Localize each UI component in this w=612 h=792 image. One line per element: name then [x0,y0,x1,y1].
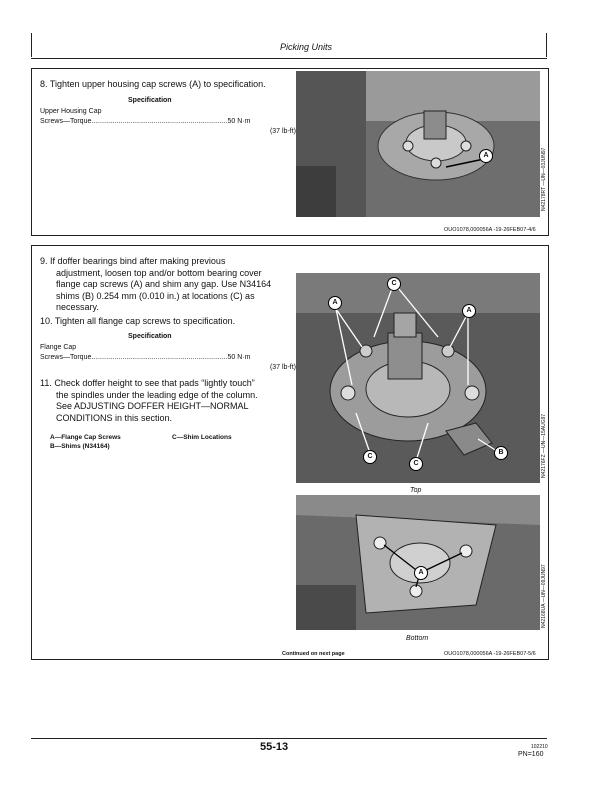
step-11-line-4: CONDITIONS in this section. [56,412,173,423]
callout-a-left: A [328,296,342,310]
footer-divider [31,738,547,739]
step-11-line-3: See ADJUSTING DOFFER HEIGHT—NORMAL [56,401,249,411]
spec-item-2: Flange Cap [40,344,77,351]
spec-heading: Specification [128,97,172,104]
continued-note: Continued on next page [282,651,345,657]
spec-line-2: Screws—Torque......................................................................50 N·m [40,354,251,361]
callout-a: A [479,149,493,163]
spec-value-imperial: (37 lb-ft) [269,128,296,135]
callout-a-right: A [462,304,476,318]
page-title: Picking Units [279,42,333,52]
photo-bottom-code: N42168UA —UN—09JUN97 [541,564,547,628]
photo-top-code: N42176FZ —UN—15AUG97 [541,413,547,478]
step-9-line-2: adjustment, loosen top and/or bottom bearing cover [56,267,262,278]
upper-housing-photo [296,71,540,217]
step-11-line-2: the spindles under the leading edge of the column. [56,389,258,400]
callout-a-bottom: A [414,566,428,580]
photo-top-caption: Top [410,487,422,494]
callout-c-top: C [387,277,401,291]
section-step-8 [31,68,549,236]
step-8-text: 8. Tighten upper housing cap screws (A) to specification. [40,79,266,89]
step-10-text: 10. Tighten all flange cap screws to specification. [40,316,236,326]
legend-c: C—Shim Locations [172,434,232,441]
step-9-line-4: shims (B) 0.254 mm (0.010 in.) at locations (C) as [56,290,255,301]
legend-a: A—Flange Cap Screws [50,434,121,441]
callout-b: B [494,446,508,460]
upper-housing-illustration [296,71,540,217]
spec-value-imperial-2: (37 lb-ft) [269,364,296,371]
photo-code: N42178RT —UN—03JUN97 [541,147,547,211]
doffer-bottom-illustration [296,495,540,630]
step-9-line-1: 9. If doffer bearings bind after making previous [40,256,226,266]
reference-code-2: OUO1078,000056A -19-26FEB07-5/6 [444,651,536,657]
spec-heading-2: Specification [128,333,172,340]
step-9-line-5: necessary. [56,302,99,312]
spec-item: Upper Housing Cap [40,108,102,115]
section-steps-9-11 [31,245,549,660]
footer-pn: PN=160 [518,751,544,758]
photo-bottom-caption: Bottom [406,635,429,642]
step-11-line-1: 11. Check doffer height to see that pads “lightly touch” [40,378,255,388]
reference-code: OUO1078,000056A -19-26FEB07-4/6 [444,227,536,233]
footer-small-code: 102210 [531,744,548,750]
callout-c-left: C [363,450,377,464]
spec-line: Screws—Torque......................................................................50 N·m [40,118,251,125]
step-9-line-3: flange cap screws (A) and shim any gap. Use N34164 [56,279,272,289]
legend-b: B—Shims (N34164) [50,443,110,450]
doffer-bottom-photo [296,495,540,630]
callout-c-middle: C [409,457,423,471]
page-number: 55-13 [260,741,289,753]
header-divider [31,58,547,59]
